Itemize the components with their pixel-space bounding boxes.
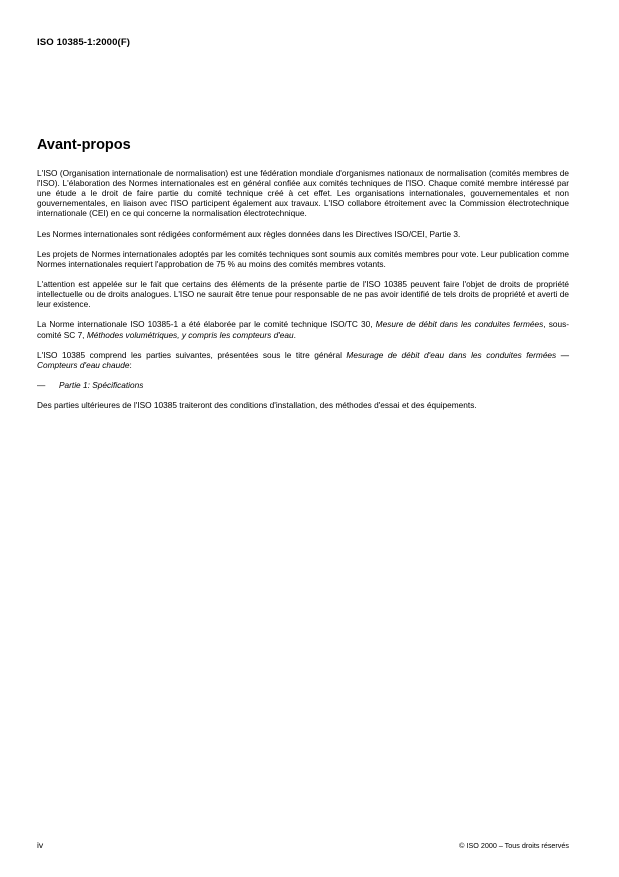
paragraph-voting: Les projets de Normes internationales adoptés par les comités techniques sont soumis aux comités membres pour vote. Leur publication comme Normes internationales requiert l'approbation de 75 % au moins des comités membres votants. [37, 248, 569, 269]
document-id-header: ISO 10385-1:2000(F) [37, 37, 131, 48]
paragraph-committee: La Norme internationale ISO 10385-1 a été élaborée par le comité technique ISO/TC 30, Mesure de débit dans les conduites fermées, sous-comité SC 7, Méthodes volumétriques, y compris les compteurs d'eau. [37, 319, 569, 340]
paragraph-future-parts: Des parties ultérieures de l'ISO 10385 traiteront des conditions d'installation, des méthodes d'essai et des équipements. [37, 400, 477, 411]
foreword-body [37, 168, 569, 420]
page-number: iv [37, 840, 44, 850]
list-dash: — [37, 379, 46, 390]
paragraph-directives: Les Normes internationales sont rédigées conformément aux règles données dans les Directives ISO/CEI, Partie 3. [37, 228, 461, 239]
copyright-notice: © ISO 2000 – Tous droits réservés [459, 841, 569, 850]
paragraph-iso-organisation: L'ISO (Organisation internationale de normalisation) est une fédération mondiale d'organismes nationaux de normalisation (comités membres de l'ISO). L'élaboration des Normes internationales est en général confiée aux comités techniques de l'ISO. Chaque comité membre intéressé par une étude a le droit de faire partie du comité technique créé à cet effet. Les organisations internationales, gouvernementales et non gouvernementales, en liaison avec l'ISO participent également aux travaux. L'ISO collabore étroitement avec la Commission électrotechnique internationale (CEI) en ce qui concerne la normalisation électrotechnique. [37, 168, 569, 219]
paragraph-patent-rights: L'attention est appelée sur le fait que certains des éléments de la présente partie de l'ISO 10385 peuvent faire l'objet de droits de propriété intellectuelle ou de droits analogues. L'ISO ne saurait être tenue pour responsable de ne pas avoir identifié de tels droits de propriété et averti de leur existence. [37, 279, 569, 310]
list-item-text: Partie 1: Spécifications [59, 379, 144, 390]
section-title: Avant-propos [37, 137, 131, 153]
paragraph-parts: L'ISO 10385 comprend les parties suivantes, présentées sous le titre général Mesurage de débit d'eau dans les conduites fermées — Compteurs d'eau chaude: [37, 349, 569, 370]
list-item-part-1 [37, 380, 569, 390]
